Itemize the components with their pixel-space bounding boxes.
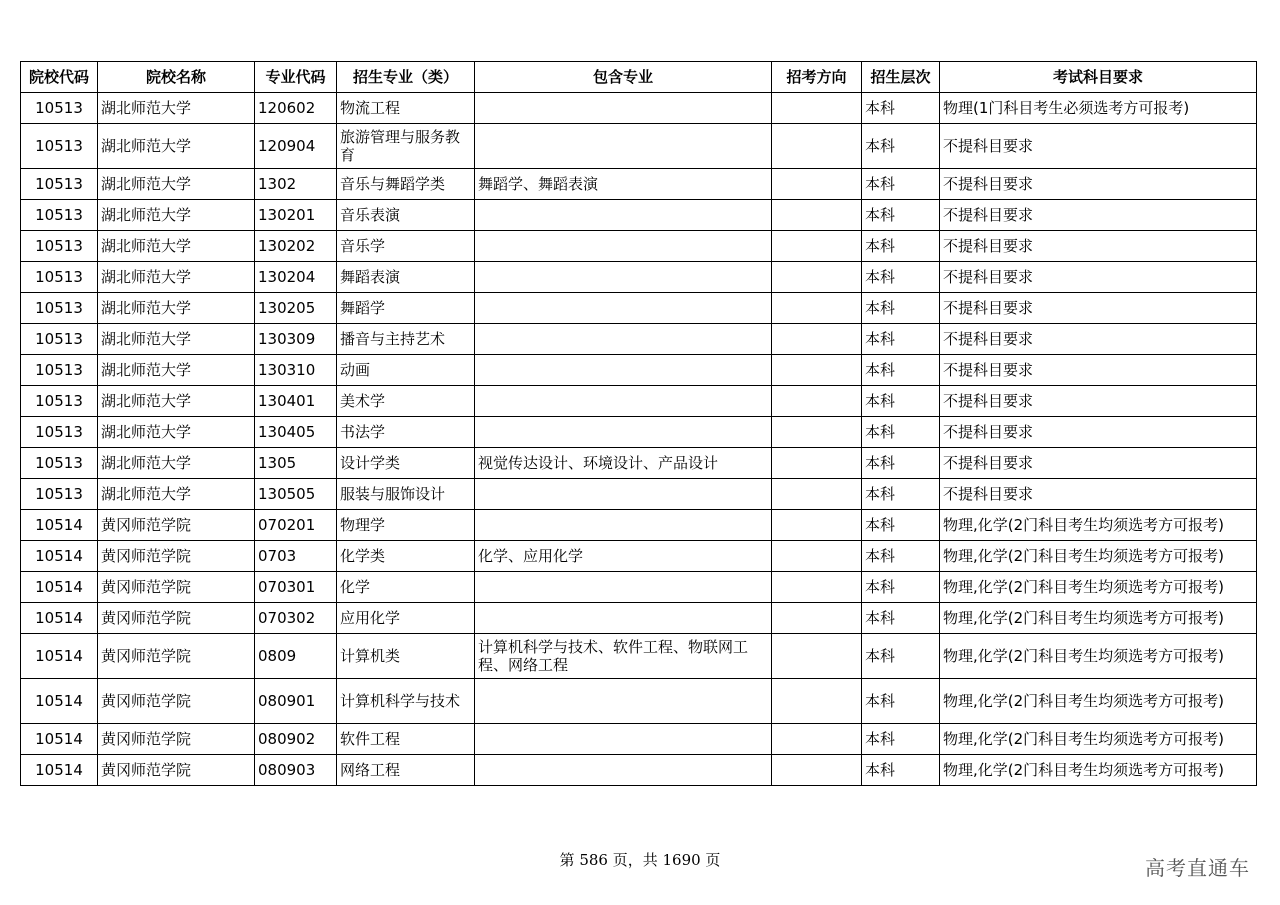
direction-cell — [772, 724, 862, 755]
requirement-cell: 不提科目要求 — [940, 417, 1257, 448]
school-code-cell: 10513 — [21, 293, 98, 324]
level-cell: 本科 — [862, 572, 940, 603]
table-row — [21, 386, 1257, 417]
school-name-cell: 湖北师范大学 — [98, 93, 255, 124]
column-header: 招生层次 — [862, 62, 940, 93]
school-code-cell: 10513 — [21, 262, 98, 293]
requirement-cell: 不提科目要求 — [940, 262, 1257, 293]
table-row — [21, 417, 1257, 448]
major-cell: 计算机类 — [337, 634, 475, 679]
table-row — [21, 93, 1257, 124]
direction-cell — [772, 572, 862, 603]
school-code-cell: 10514 — [21, 572, 98, 603]
level-cell: 本科 — [862, 93, 940, 124]
requirement-cell: 物理,化学(2门科目考生均须选考方可报考) — [940, 679, 1257, 724]
direction-cell — [772, 634, 862, 679]
included-majors-cell — [475, 510, 772, 541]
table-row — [21, 448, 1257, 479]
direction-cell — [772, 262, 862, 293]
included-majors-cell — [475, 324, 772, 355]
major-code-cell: 080903 — [255, 755, 337, 786]
major-code-cell: 130204 — [255, 262, 337, 293]
requirement-cell: 物理,化学(2门科目考生均须选考方可报考) — [940, 510, 1257, 541]
level-cell: 本科 — [862, 293, 940, 324]
major-code-cell: 080901 — [255, 679, 337, 724]
major-cell: 计算机科学与技术 — [337, 679, 475, 724]
level-cell: 本科 — [862, 262, 940, 293]
level-cell: 本科 — [862, 755, 940, 786]
school-name-cell: 湖北师范大学 — [98, 448, 255, 479]
major-code-cell: 120904 — [255, 124, 337, 169]
school-code-cell: 10513 — [21, 124, 98, 169]
school-code-cell: 10513 — [21, 231, 98, 262]
admission-table — [20, 61, 1257, 786]
level-cell: 本科 — [862, 355, 940, 386]
column-header: 考试科目要求 — [940, 62, 1257, 93]
direction-cell — [772, 510, 862, 541]
school-code-cell: 10513 — [21, 417, 98, 448]
column-header: 包含专业 — [475, 62, 772, 93]
table-row — [21, 541, 1257, 572]
school-name-cell: 黄冈师范学院 — [98, 541, 255, 572]
school-name-cell: 黄冈师范学院 — [98, 572, 255, 603]
major-code-cell: 0703 — [255, 541, 337, 572]
major-code-cell: 130309 — [255, 324, 337, 355]
school-name-cell: 湖北师范大学 — [98, 231, 255, 262]
column-header: 专业代码 — [255, 62, 337, 93]
major-code-cell: 1305 — [255, 448, 337, 479]
school-name-cell: 黄冈师范学院 — [98, 679, 255, 724]
included-majors-cell — [475, 755, 772, 786]
major-cell: 物理学 — [337, 510, 475, 541]
direction-cell — [772, 679, 862, 724]
included-majors-cell — [475, 479, 772, 510]
major-cell: 物流工程 — [337, 93, 475, 124]
school-code-cell: 10513 — [21, 386, 98, 417]
included-majors-cell: 计算机科学与技术、软件工程、物联网工程、网络工程 — [475, 634, 772, 679]
school-name-cell: 黄冈师范学院 — [98, 510, 255, 541]
direction-cell — [772, 448, 862, 479]
level-cell: 本科 — [862, 169, 940, 200]
table-row — [21, 262, 1257, 293]
level-cell: 本科 — [862, 510, 940, 541]
school-name-cell: 湖北师范大学 — [98, 417, 255, 448]
direction-cell — [772, 355, 862, 386]
school-code-cell: 10513 — [21, 93, 98, 124]
school-name-cell: 湖北师范大学 — [98, 169, 255, 200]
school-name-cell: 湖北师范大学 — [98, 124, 255, 169]
level-cell: 本科 — [862, 417, 940, 448]
included-majors-cell — [475, 262, 772, 293]
school-code-cell: 10513 — [21, 324, 98, 355]
level-cell: 本科 — [862, 724, 940, 755]
school-code-cell: 10513 — [21, 200, 98, 231]
major-cell: 舞蹈学 — [337, 293, 475, 324]
school-code-cell: 10514 — [21, 541, 98, 572]
column-header: 院校代码 — [21, 62, 98, 93]
included-majors-cell — [475, 93, 772, 124]
direction-cell — [772, 231, 862, 262]
requirement-cell: 不提科目要求 — [940, 231, 1257, 262]
requirement-cell: 物理,化学(2门科目考生均须选考方可报考) — [940, 603, 1257, 634]
school-code-cell: 10514 — [21, 679, 98, 724]
included-majors-cell — [475, 724, 772, 755]
school-code-cell: 10513 — [21, 355, 98, 386]
school-code-cell: 10513 — [21, 479, 98, 510]
major-cell: 化学 — [337, 572, 475, 603]
major-cell: 软件工程 — [337, 724, 475, 755]
requirement-cell: 不提科目要求 — [940, 293, 1257, 324]
direction-cell — [772, 324, 862, 355]
major-code-cell: 070302 — [255, 603, 337, 634]
requirement-cell: 不提科目要求 — [940, 386, 1257, 417]
page-number: 第 586 页，共 1690 页 — [559, 851, 721, 869]
table-header-row — [21, 62, 1257, 93]
level-cell: 本科 — [862, 124, 940, 169]
included-majors-cell — [475, 231, 772, 262]
included-majors-cell — [475, 386, 772, 417]
requirement-cell: 不提科目要求 — [940, 355, 1257, 386]
table-row — [21, 510, 1257, 541]
school-code-cell: 10514 — [21, 510, 98, 541]
included-majors-cell — [475, 572, 772, 603]
included-majors-cell — [475, 200, 772, 231]
major-cell: 音乐表演 — [337, 200, 475, 231]
table-row — [21, 200, 1257, 231]
level-cell: 本科 — [862, 200, 940, 231]
table-row — [21, 634, 1257, 679]
school-name-cell: 黄冈师范学院 — [98, 724, 255, 755]
requirement-cell: 不提科目要求 — [940, 200, 1257, 231]
major-code-cell: 130401 — [255, 386, 337, 417]
major-code-cell: 130202 — [255, 231, 337, 262]
included-majors-cell — [475, 603, 772, 634]
direction-cell — [772, 479, 862, 510]
school-name-cell: 湖北师范大学 — [98, 262, 255, 293]
major-code-cell: 130310 — [255, 355, 337, 386]
major-code-cell: 130405 — [255, 417, 337, 448]
major-code-cell: 070201 — [255, 510, 337, 541]
requirement-cell: 物理(1门科目考生必须选考方可报考) — [940, 93, 1257, 124]
major-cell: 服装与服饰设计 — [337, 479, 475, 510]
major-cell: 化学类 — [337, 541, 475, 572]
table-body — [21, 93, 1257, 786]
direction-cell — [772, 603, 862, 634]
direction-cell — [772, 93, 862, 124]
school-name-cell: 黄冈师范学院 — [98, 634, 255, 679]
major-cell: 设计学类 — [337, 448, 475, 479]
column-header: 招考方向 — [772, 62, 862, 93]
included-majors-cell: 舞蹈学、舞蹈表演 — [475, 169, 772, 200]
school-code-cell: 10514 — [21, 724, 98, 755]
level-cell: 本科 — [862, 679, 940, 724]
major-code-cell: 130205 — [255, 293, 337, 324]
school-name-cell: 湖北师范大学 — [98, 355, 255, 386]
school-code-cell: 10514 — [21, 634, 98, 679]
major-cell: 应用化学 — [337, 603, 475, 634]
major-cell: 书法学 — [337, 417, 475, 448]
major-cell: 播音与主持艺术 — [337, 324, 475, 355]
major-code-cell: 130201 — [255, 200, 337, 231]
included-majors-cell — [475, 417, 772, 448]
direction-cell — [772, 386, 862, 417]
table-row — [21, 679, 1257, 724]
school-name-cell: 湖北师范大学 — [98, 200, 255, 231]
level-cell: 本科 — [862, 541, 940, 572]
major-code-cell: 130505 — [255, 479, 337, 510]
requirement-cell: 物理,化学(2门科目考生均须选考方可报考) — [940, 724, 1257, 755]
school-code-cell: 10513 — [21, 169, 98, 200]
direction-cell — [772, 293, 862, 324]
column-header: 院校名称 — [98, 62, 255, 93]
table-row — [21, 355, 1257, 386]
major-cell: 舞蹈表演 — [337, 262, 475, 293]
included-majors-cell: 视觉传达设计、环境设计、产品设计 — [475, 448, 772, 479]
table-row — [21, 572, 1257, 603]
direction-cell — [772, 124, 862, 169]
requirement-cell: 不提科目要求 — [940, 324, 1257, 355]
included-majors-cell — [475, 293, 772, 324]
requirement-cell: 不提科目要求 — [940, 124, 1257, 169]
requirement-cell: 物理,化学(2门科目考生均须选考方可报考) — [940, 572, 1257, 603]
major-code-cell: 120602 — [255, 93, 337, 124]
table-row — [21, 479, 1257, 510]
school-name-cell: 湖北师范大学 — [98, 324, 255, 355]
direction-cell — [772, 417, 862, 448]
level-cell: 本科 — [862, 448, 940, 479]
direction-cell — [772, 755, 862, 786]
school-name-cell: 黄冈师范学院 — [98, 603, 255, 634]
school-name-cell: 湖北师范大学 — [98, 386, 255, 417]
level-cell: 本科 — [862, 324, 940, 355]
major-code-cell: 1302 — [255, 169, 337, 200]
included-majors-cell — [475, 124, 772, 169]
table-row — [21, 755, 1257, 786]
major-cell: 旅游管理与服务教育 — [337, 124, 475, 169]
table-row — [21, 603, 1257, 634]
major-cell: 音乐与舞蹈学类 — [337, 169, 475, 200]
major-cell: 音乐学 — [337, 231, 475, 262]
school-code-cell: 10514 — [21, 755, 98, 786]
watermark-logo-text: 高考直通车 — [1145, 856, 1250, 880]
school-code-cell: 10514 — [21, 603, 98, 634]
requirement-cell: 不提科目要求 — [940, 448, 1257, 479]
school-code-cell: 10513 — [21, 448, 98, 479]
included-majors-cell — [475, 679, 772, 724]
level-cell: 本科 — [862, 479, 940, 510]
level-cell: 本科 — [862, 634, 940, 679]
included-majors-cell: 化学、应用化学 — [475, 541, 772, 572]
school-name-cell: 黄冈师范学院 — [98, 755, 255, 786]
table-row — [21, 169, 1257, 200]
level-cell: 本科 — [862, 231, 940, 262]
included-majors-cell — [475, 355, 772, 386]
table-row — [21, 124, 1257, 169]
requirement-cell: 不提科目要求 — [940, 169, 1257, 200]
direction-cell — [772, 200, 862, 231]
table-row — [21, 293, 1257, 324]
major-code-cell: 070301 — [255, 572, 337, 603]
major-cell: 网络工程 — [337, 755, 475, 786]
major-cell: 美术学 — [337, 386, 475, 417]
major-cell: 动画 — [337, 355, 475, 386]
table-row — [21, 231, 1257, 262]
requirement-cell: 物理,化学(2门科目考生均须选考方可报考) — [940, 755, 1257, 786]
major-code-cell: 0809 — [255, 634, 337, 679]
major-code-cell: 080902 — [255, 724, 337, 755]
direction-cell — [772, 541, 862, 572]
table-row — [21, 324, 1257, 355]
direction-cell — [772, 169, 862, 200]
level-cell: 本科 — [862, 386, 940, 417]
requirement-cell: 不提科目要求 — [940, 479, 1257, 510]
school-name-cell: 湖北师范大学 — [98, 293, 255, 324]
requirement-cell: 物理,化学(2门科目考生均须选考方可报考) — [940, 541, 1257, 572]
requirement-cell: 物理,化学(2门科目考生均须选考方可报考) — [940, 634, 1257, 679]
level-cell: 本科 — [862, 603, 940, 634]
school-name-cell: 湖北师范大学 — [98, 479, 255, 510]
table-row — [21, 724, 1257, 755]
column-header: 招生专业（类） — [337, 62, 475, 93]
